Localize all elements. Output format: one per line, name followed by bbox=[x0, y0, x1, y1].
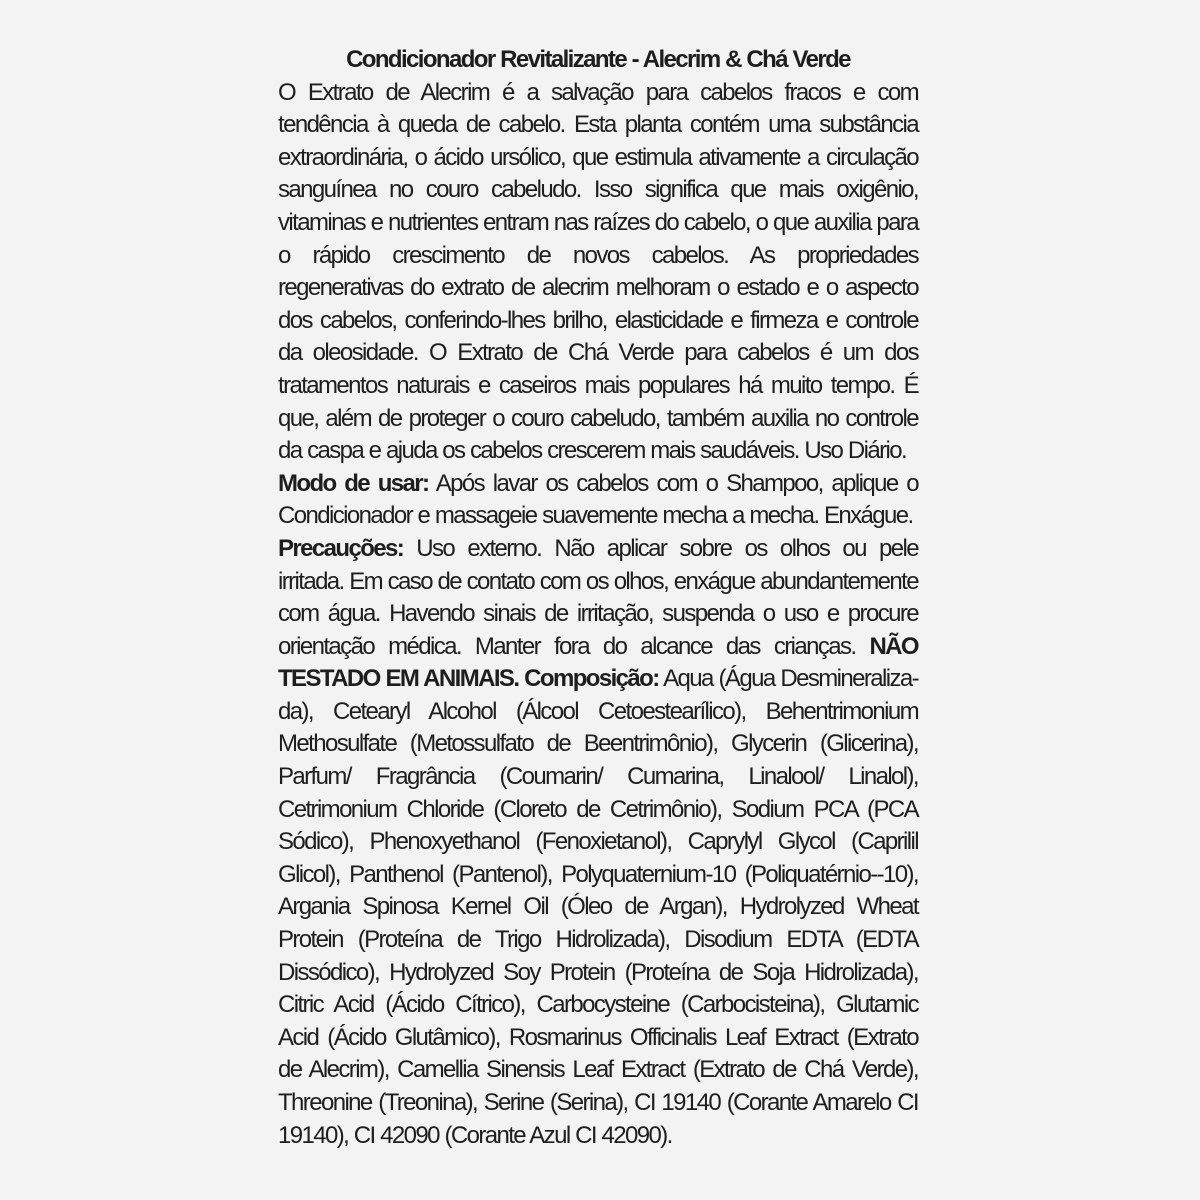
composition-text: Aqua (Água Desmineraliza-da), Cetearyl Alcohol (Álcool Cetoestearílico), Behentrimonium Methosulfate (Metossulfato de Beentrimônio), Glycerin (Glicerina), Parfum/ Fragrância (Coumarin/ Cumarina, Linalool/ Linalol), Cetrimonium Chloride (Cloreto de Cetrimônio), Sodium PCA (PCA Sódico), Phenoxyethanol (Fenoxietanol), Caprylyl Glycol (Caprilil Glicol), Panthenol (Pantenol), Polyquaternium-10 (Poliquatérnio--10), Argania Spinosa Kernel Oil (Óleo de Argan), Hydrolyzed Wheat Protein (Proteína de Trigo Hidrolizada), Disodium EDTA (EDTA Dissódico), Hydrolyzed Soy Protein (Proteína de Soja Hidrolizada), Citric Acid (Ácido Cítrico), Carbocysteine (Carbocisteina), Glutamic Acid (Ácido Glutâmico), Rosmarinus Officinalis Leaf Extract (Extrato de Alecrim), Camellia Sinensis Leaf Extract (Extrato de Chá Verde), Threonine (Treonina), Serine (Serina), CI 19140 (Corante Amarelo CI 19140), CI 42090 (Corante Azul CI 42090). bbox=[278, 665, 919, 1149]
product-title: Condicionador Revitalizante - Alecrim & Chá Verde bbox=[346, 46, 850, 73]
not-tested-notice: NÃO TESTADO EM ANIMAIS. bbox=[278, 632, 918, 693]
product-label-text bbox=[278, 44, 918, 1152]
usage-instructions bbox=[278, 468, 918, 533]
precautions-label: Precauções: bbox=[278, 534, 404, 562]
precautions-section bbox=[278, 533, 918, 1152]
precautions-text: Uso externo. Não aplicar sobre os olhos ou pele irritada. Em caso de contato com os olhos, enxágue abundantemente com água. Havendo sinais de irritação, suspenda o uso e procure orientação médica. Manter fora do alcance das crianças. bbox=[278, 534, 918, 660]
composition-label: Composição: bbox=[518, 665, 659, 693]
usage-label: Modo de usar: bbox=[278, 469, 429, 497]
usage-text: Após lavar os cabelos com o Shampoo, aplique o Condicionador e massageie suavemente mecha a mecha. Enxágue. bbox=[278, 469, 918, 530]
product-description: O Extrato de Alecrim é a salvação para cabelos fracos e com tendência à queda de cabelo. Esta planta contém uma substância extraordinária, o ácido ursólico, que estimula ativamente a circulação sanguínea no couro cabeludo. Isso significa que mais oxigênio, vitaminas e nutrientes entram nas raízes do cabelo, o que auxilia para o rápido crescimento de novos cabelos. As propriedades regenerativas do extrato de alecrim melhoram o estado e o aspecto dos cabelos, conferindo-lhes brilho, elasticidade e firmeza e controle da oleosidade. O Extrato de Chá Verde para cabelos é um dos tratamentos naturais e caseiros mais populares há muito tempo. É que, além de proteger o couro cabeludo, também auxilia no controle da caspa e ajuda os cabelos crescerem mais saudáveis. Uso Diário. bbox=[278, 78, 918, 465]
